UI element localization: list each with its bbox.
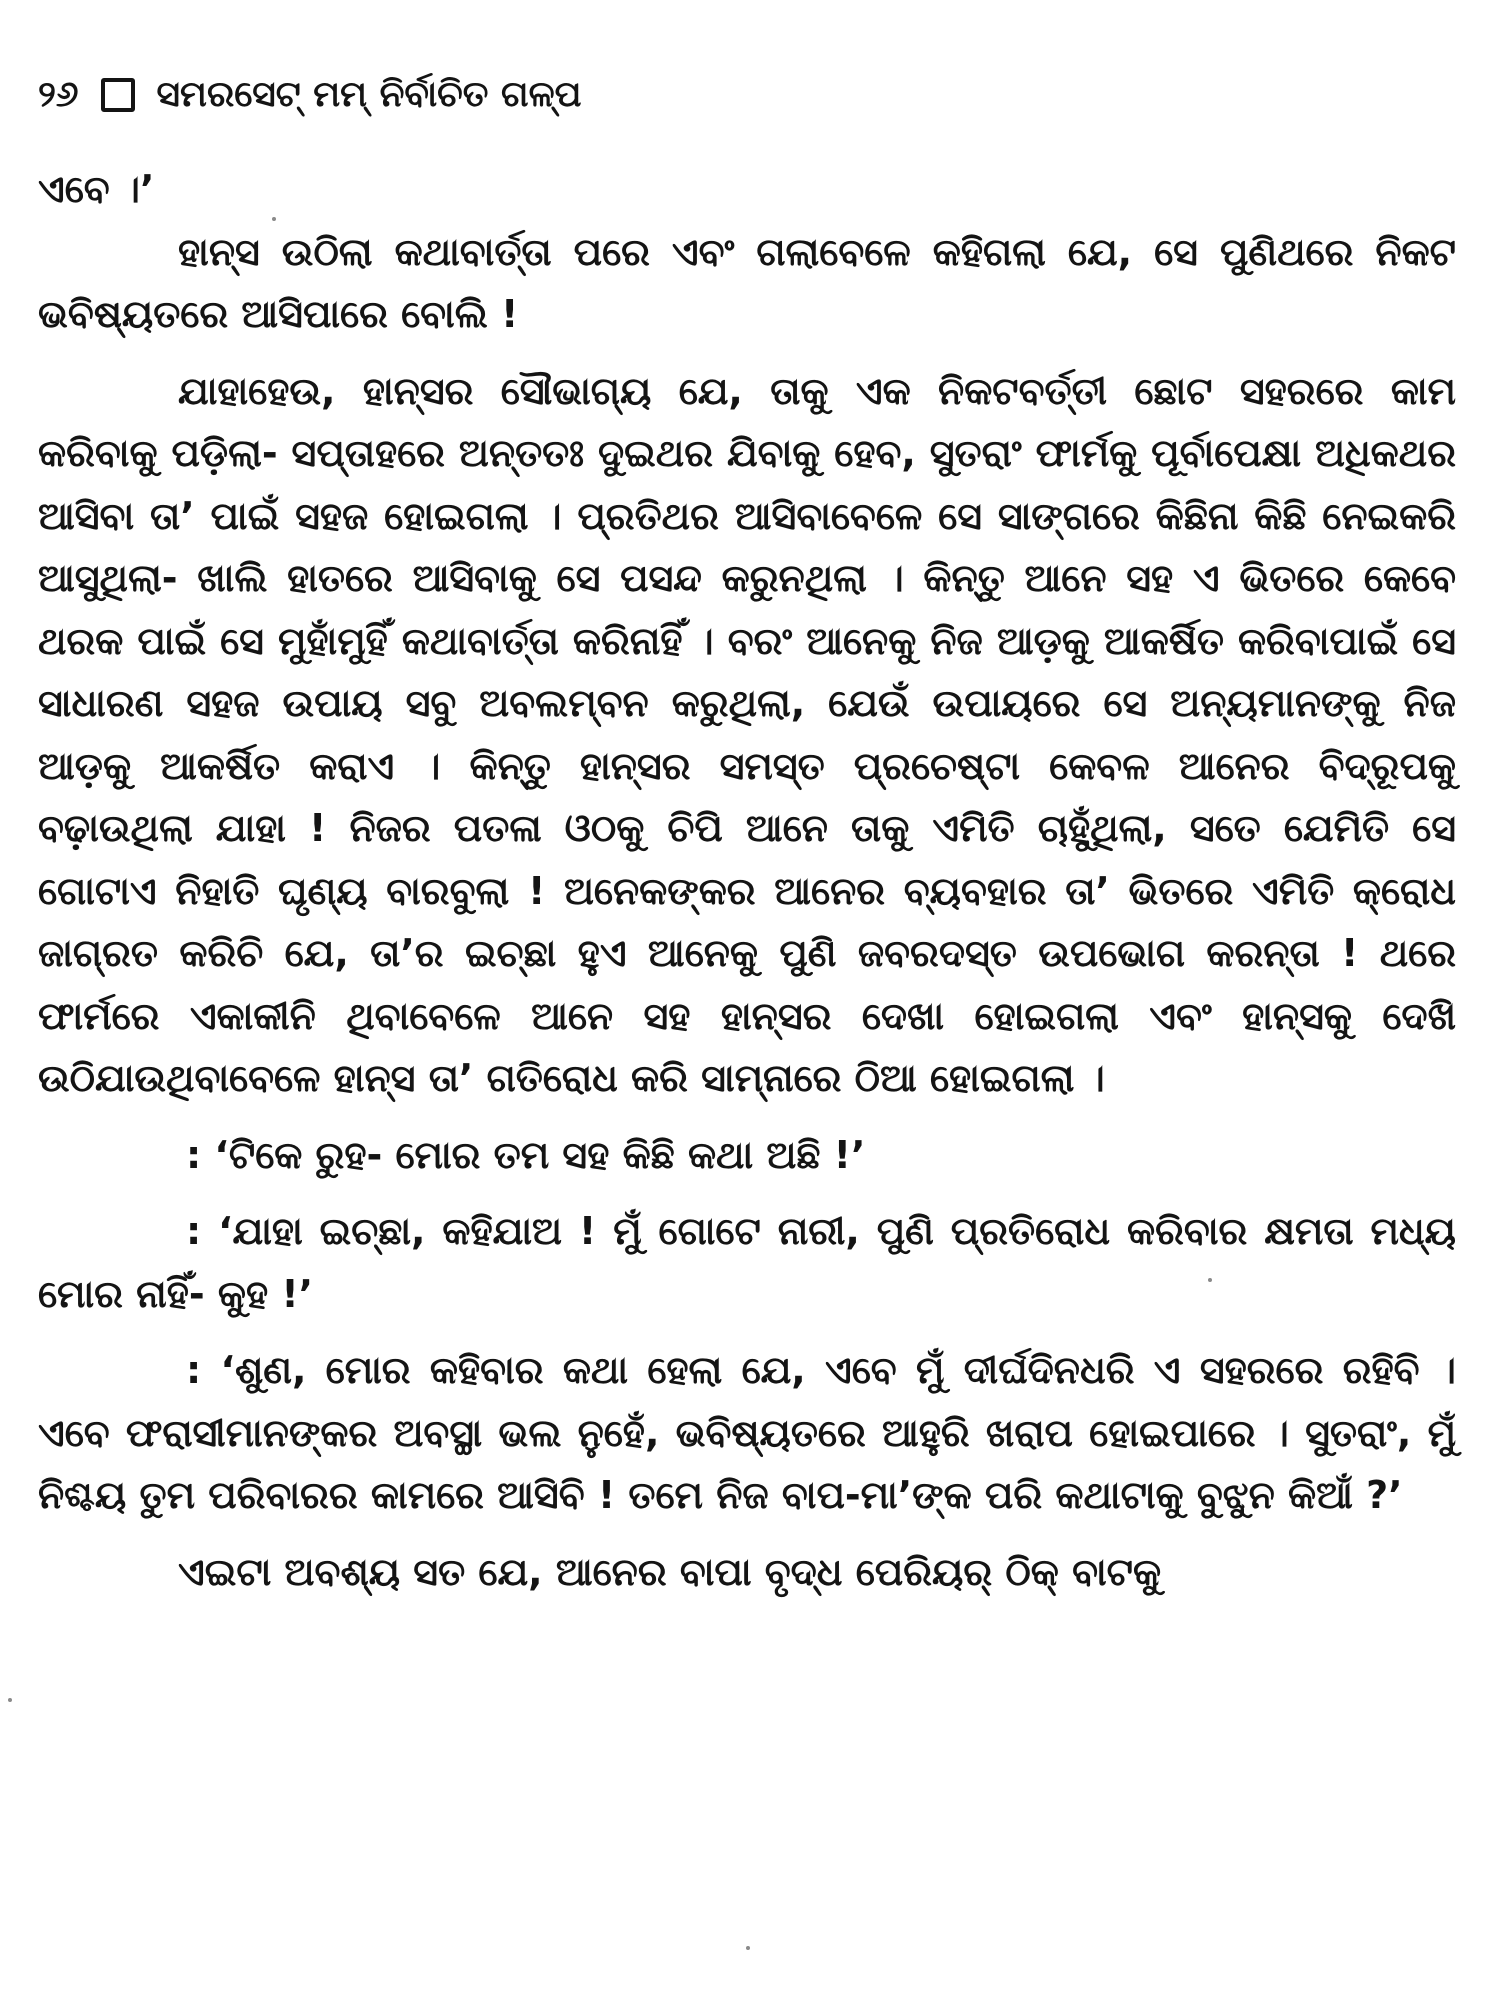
paragraph: ଏଇଟା ଅବଶ୍ୟ ସତ ଯେ, ଆନେର ବାପା ବୃଦ୍ଧ ପେରିୟର୍ ଠିକ୍ ବାଟକୁ [178,1549,1162,1594]
dialogue-line: : ‘ଶୁଣ, ମୋର କହିବାର କଥା ହେଲା ଯେ, ଏବେ ମୁଁ ଦୀର୍ଘଦିନଧରି ଏ ସହରରେ ରହିବି । ଏବେ ଫରାସୀମାନଙ୍କର ଅବସ୍ଥା ଭଲ ନୁହେଁ, ଭବିଷ୍ୟତରେ ଆହୁରି ଖରାପ ହୋଇପାରେ । ସୁତରାଂ, ମୁଁ ନିଶ୍ଚୟ ତୁମ ପରିବାରର କାମରେ ଆସିବି ! ତମେ ନିଜ ବାପ-ମା’ଙ୍କ ପରି କଥାଟାକୁ ବୁଝୁନ କିଆଁ ?’ [38,1348,1456,1517]
paper-speck [272,217,276,221]
paragraph: ହାନ୍ସ ଉଠିଲା କଥାବାର୍ତ୍ତା ପରେ ଏବଂ ଗଲାବେଳେ କହିଗଲା ଯେ, ସେ ପୁଣିଥରେ ନିକଟ ଭବିଷ୍ୟତରେ ଆସିପାରେ ବୋଲି ! [38,229,1456,336]
page-number: ୨୬ [38,74,79,115]
dialogue-line: : ‘ଟିକେ ରୁହ- ମୋର ତମ ସହ କିଛି କଥା ଅଛି !’ [186,1132,866,1177]
dialogue-line: : ‘ଯାହା ଇଚ୍ଛା, କହିଯାଅ ! ମୁଁ ଗୋଟେ ନାରୀ, ପୁଣି ପ୍ରତିରୋଧ କରିବାର କ୍ଷମତା ମଧ୍ୟ ମୋର ନାହିଁ- କୁହ !’ [38,1209,1456,1316]
paragraph: ଯାହାହେଉ, ହାନ୍ସର ସୌଭାଗ୍ୟ ଯେ, ତାକୁ ଏକ ନିକଟବର୍ତ୍ତୀ ଛୋଟ ସହରରେ କାମ କରିବାକୁ ପଡ଼ିଲା- ସପ୍ତାହରେ ଅନ୍ତତଃ ଦୁଇଥର ଯିବାକୁ ହେବ, ସୁତରାଂ ଫାର୍ମକୁ ପୂର୍ବାପେକ୍ଷା ଅଧିକଥର ଆସିବା ତା’ ପାଇଁ ସହଜ ହୋଇଗଲା । ପ୍ରତିଥର ଆସିବାବେଳେ ସେ ସାଙ୍ଗରେ କିଛିନା କିଛି ନେଇକରି ଆସୁଥିଲା- ଖାଲି ହାତରେ ଆସିବାକୁ ସେ ପସନ୍ଦ କରୁନଥିଲା । କିନ୍ତୁ ଆନେ ସହ ଏ ଭିତରେ କେବେ ଥରକ ପାଇଁ ସେ ମୁହାଁମୁହିଁ କଥାବାର୍ତ୍ତା କରିନାହିଁ । ବରଂ ଆନେକୁ ନିଜ ଆଡ଼କୁ ଆକର୍ଷିତ କରିବାପାଇଁ ସେ ସାଧାରଣ ସହଜ ଉପାୟ ସବୁ ଅବଲମ୍ବନ କରୁଥିଲା, ଯେଉଁ ଉପାୟରେ ସେ ଅନ୍ୟମାନଙ୍କୁ ନିଜ ଆଡ଼କୁ ଆକର୍ଷିତ କରାଏ । କିନ୍ତୁ ହାନ୍ସର ସମସ୍ତ ପ୍ରଚେଷ୍ଟା କେବଳ ଆନେର ବିଦ୍ରୂପକୁ ବଢ଼ାଉଥିଲା ଯାହା ! ନିଜର ପତଳା ଓଠକୁ ଚିପି ଆନେ ତାକୁ ଏମିତି ଚାହୁଁଥିଲା, ସତେ ଯେମିତି ସେ ଗୋଟାଏ ନିହାତି ଘୃଣ୍ୟ ବାରବୁଲା ! ଅନେକଙ୍କର ଆନେର ବ୍ୟବହାର ତା’ ଭିତରେ ଏମିତି କ୍ରୋଧ ଜାଗ୍ରତ କରିଚି ଯେ, ତା’ର ଇଚ୍ଛା ହୁଏ ଆନେକୁ ପୁଣି ଜବରଦସ୍ତ ଉପଭୋଗ କରନ୍ତା ! ଥରେ ଫାର୍ମରେ ଏକାକୀନି ଥିବାବେଳେ ଆନେ ସହ ହାନ୍ସର ଦେଖା ହୋଇଗଲା ଏବଂ ହାନ୍ସକୁ ଦେଖି ଉଠିଯାଉଥିବାବେଳେ ହାନ୍ସ ତା’ ଗତିରୋଧ କରି ସାମ୍ନାରେ ଠିଆ ହୋଇଗଲା । [38,368,1456,1100]
body-text [38,158,1456,1603]
paper-speck [746,1946,750,1950]
paragraph-continuation: ଏବେ ।’ [38,167,155,211]
paper-speck [1208,1278,1212,1282]
running-title: ସମରସେଟ୍ ମମ୍ ନିର୍ବାଚିତ ଗଳ୍ପ [156,74,582,115]
running-header [38,74,582,116]
square-box-icon [101,78,135,112]
paper-speck [8,1698,12,1702]
